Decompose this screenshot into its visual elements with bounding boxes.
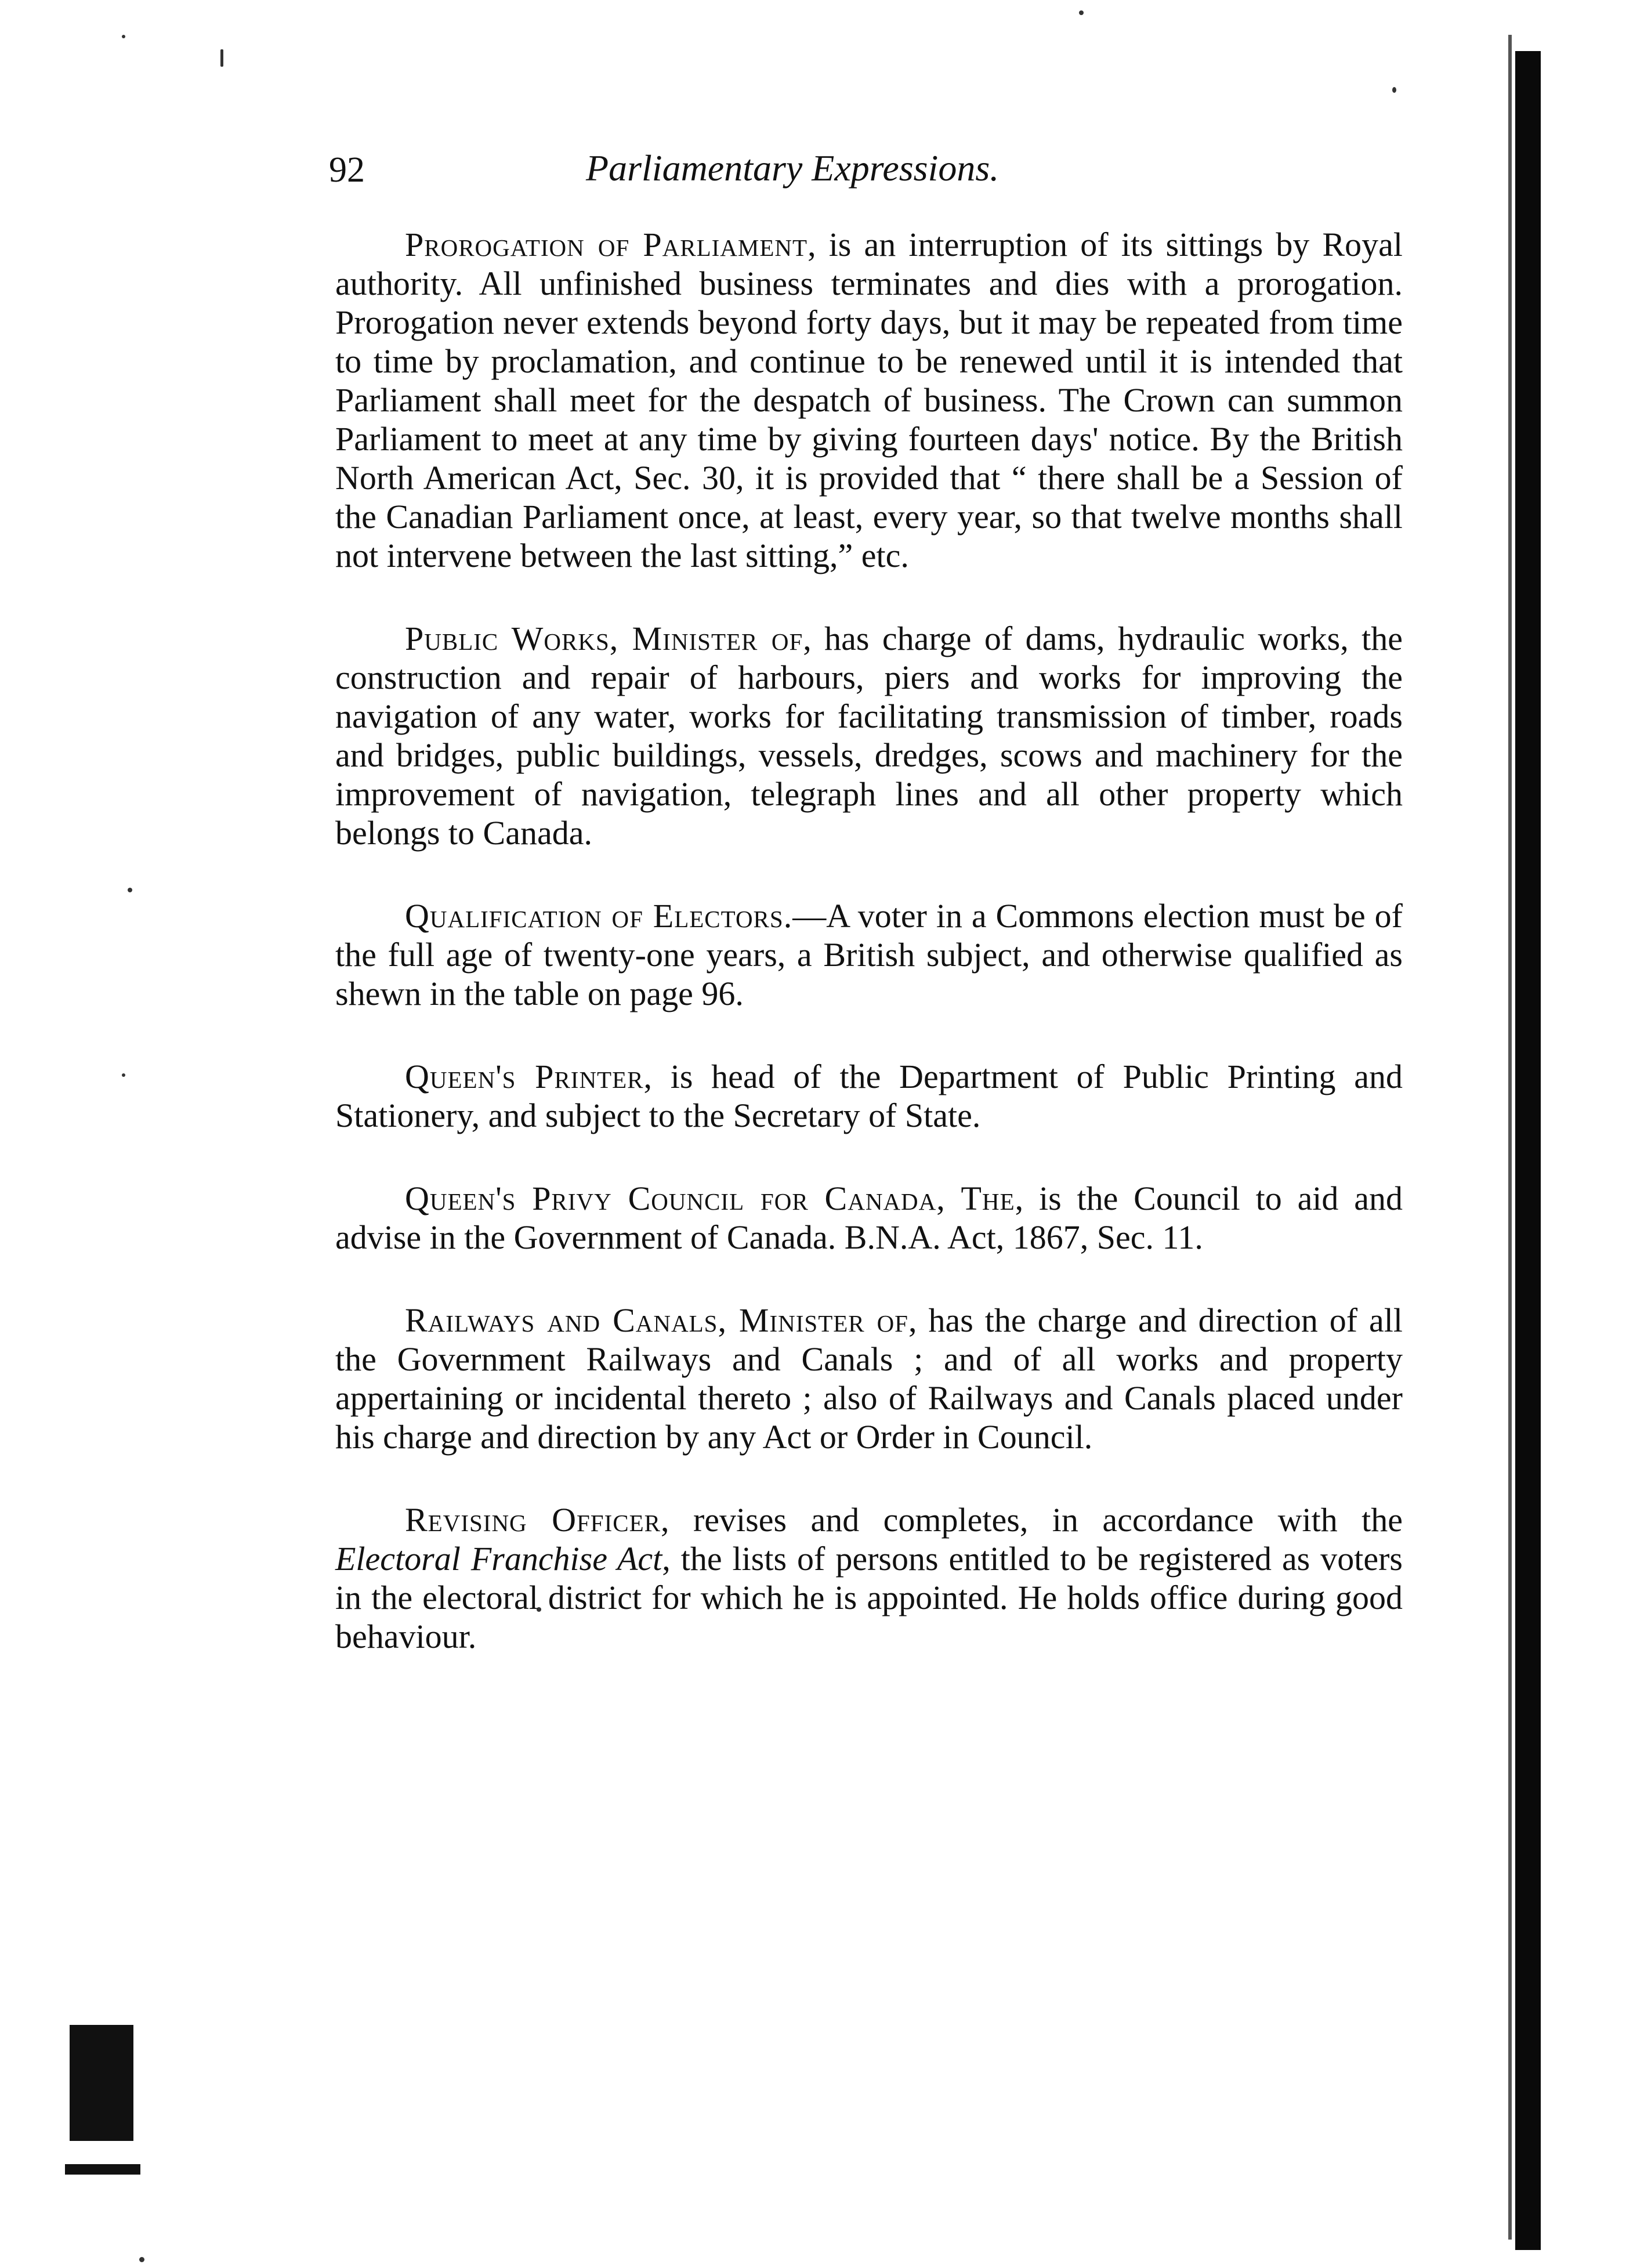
entry-term: Queen's Printer [405,1058,644,1095]
scan-speck [128,888,132,892]
scan-speck [1079,10,1084,15]
binding-edge-shadow [1508,35,1512,2240]
entry-act-title: Electoral Franchise Act [335,1540,662,1578]
entry-term: Public Works, Minister of [405,620,803,657]
entry-queens-privy-council [335,1179,1403,1257]
entry-railways-and-canals-minister [335,1301,1403,1456]
entry-text: —A voter in a Commons election must be of the full age of twenty-one years, a British subject, and otherwise qualified as shewn in the table on page 96. [335,897,1403,1012]
entry-term: Prorogation of Parliament [405,226,808,263]
running-title: Parliamentary Expressions. [586,147,1000,189]
entry-text: , is head of the Department of Public Printing and Stationery, and subject to the Secretary of State. [335,1058,1403,1134]
entry-text-after: , the lists of persons entitled to be registered as voters in the electoral district for which he is appointed. He holds office during good behaviour. [335,1540,1403,1655]
entry-text: , is the Council to aid and advise in the Government of Canada. B.N.A. Act, 1867, Sec. 11. [335,1180,1403,1256]
entry-term: Qualification of Electors. [405,897,793,935]
scan-speck [1392,87,1396,93]
scan-speck [122,1073,125,1077]
entry-qualification-of-electors [335,896,1403,1013]
entry-public-works-minister [335,619,1403,852]
entry-text-before: , revises and completes, in accordance with the [661,1501,1403,1539]
entry-term: Queen's Privy Council for Canada, The [405,1180,1015,1217]
entry-revising-officer [335,1500,1403,1656]
page-number: 92 [329,150,365,190]
entry-prorogation-of-parliament [335,225,1403,575]
scan-speck [122,35,125,38]
entry-term: Railways and Canals, Minister of [405,1301,908,1339]
entry-queens-printer [335,1057,1403,1135]
margin-rule [65,2164,140,2175]
binding-edge [1515,51,1541,2250]
entry-text: , is an interruption of its sittings by Royal authority. All unfinished business terminates and dies with a prorogation. Prorogation never extends beyond forty days, but it may be repeated from time to time by proclamation, and continue to be renewed until it is intended that Parliament shall meet for the despatch of business. The Crown can summon Parliament to meet at any time by giving fourteen days' notice. By the British North American Act, Sec. 30, it is provided that “ there shall be a Session of the Canadian Parliament once, at least, every year, so that twelve months shall not intervene between the last sitting,” etc. [335,226,1403,574]
scan-speck [139,2257,144,2262]
entry-text: , has charge of dams, hydraulic works, the construction and repair of harbours, piers and works for improving the navigation of any water, works for facilitating transmission of timber, roads and bridges, public buildings, vessels, dredges, scows and machinery for the improvement of navigation, telegraph lines and all other property which belongs to Canada. [335,620,1403,852]
entry-list [335,225,1403,1656]
margin-mark [70,2025,133,2141]
entry-text: , has the charge and direction of all the Government Railways and Canals ; and of all works and property appertaining or incidental thereto ; also of Railways and Canals placed under his charge and direction by any Act or Order in Council. [335,1301,1403,1456]
entry-term: Revising Officer [405,1501,661,1539]
scan-speck [220,49,223,67]
